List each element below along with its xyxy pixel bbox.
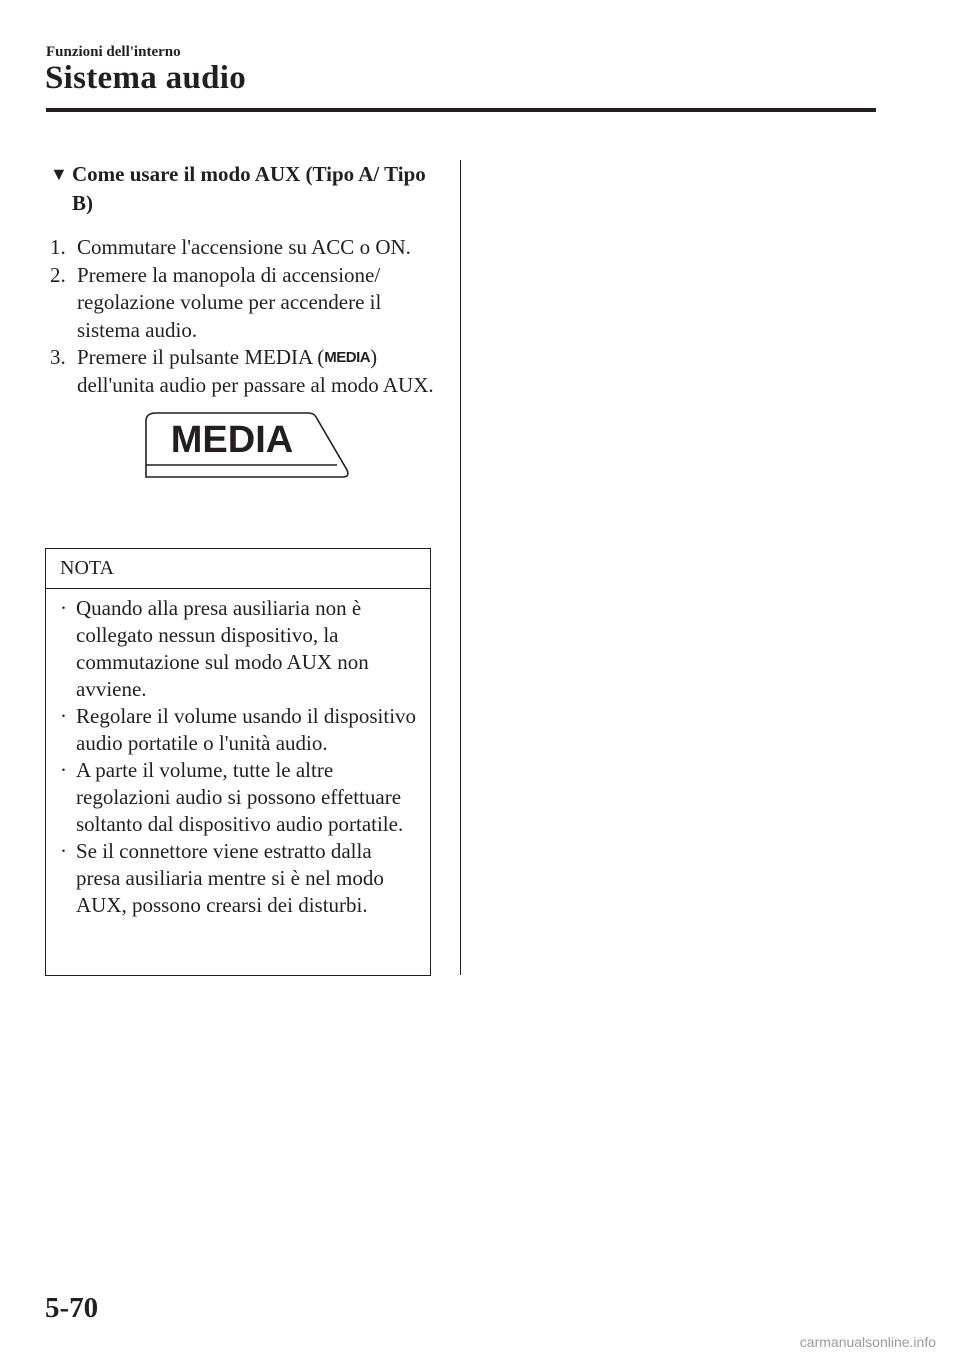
nota-item [60,703,420,757]
nota-list [46,589,430,919]
nota-item-text: Regolare il volume usando il dispositivo audio portatile o l'unità audio. [76,704,417,755]
triangle-down-icon: ▼ [50,164,68,184]
bullet-icon: · [60,704,67,728]
step-number: 1. [50,235,66,259]
bullet-icon: · [60,596,67,620]
nota-box [45,548,431,976]
nota-item-text: Quando alla presa ausiliaria non è collegato nessun dispositivo, la commutazione sul modo AUX non avviene. [76,596,369,701]
nota-item-text: Se il connettore viene estratto dalla presa ausiliaria mentre si è nel modo AUX, possono crearsi dei disturbi. [76,839,384,917]
nota-item [60,595,420,703]
media-button-figure [138,407,358,487]
left-column [50,160,435,487]
nota-title: NOTA [46,549,430,589]
bullet-icon: · [60,839,67,863]
page-number: 5-70 [45,1292,99,1324]
step-item [50,262,435,345]
nota-item [60,838,420,919]
subsection-heading [50,160,435,218]
nota-item-text: A parte il volume, tutte le altre regolazioni audio si possono effettuare soltanto dal dispositivo audio portatile. [76,758,404,836]
steps-list [50,234,435,399]
step-text-before: Premere il pulsante MEDIA ( [77,345,325,369]
media-button-illustration [138,407,358,487]
media-button-label: MEDIA [170,419,294,461]
step-number: 3. [50,345,66,369]
step-number: 2. [50,262,66,287]
column-divider [460,160,461,975]
step-item [50,234,435,262]
section-label: Funzioni dell'interno [46,44,181,60]
page-title: Sistema audio [45,60,247,96]
nota-item [60,757,420,838]
step-text: Premere la manopola di accensione/ regolazione volume per accendere il sistema audio. [77,262,382,342]
subsection-heading-text: Come usare il modo AUX (Tipo A/ Tipo B) [72,162,426,215]
step-item [50,344,435,399]
step-text-after: ) dell'unita audio per passare al modo AUX. [77,345,434,397]
step-text: Commutare l'accensione su ACC o ON. [77,235,411,259]
media-button-icon: MEDIA [324,349,371,366]
title-rule [46,108,876,112]
watermark: carmanualsonline.info [799,1334,936,1350]
bullet-icon: · [60,758,67,782]
